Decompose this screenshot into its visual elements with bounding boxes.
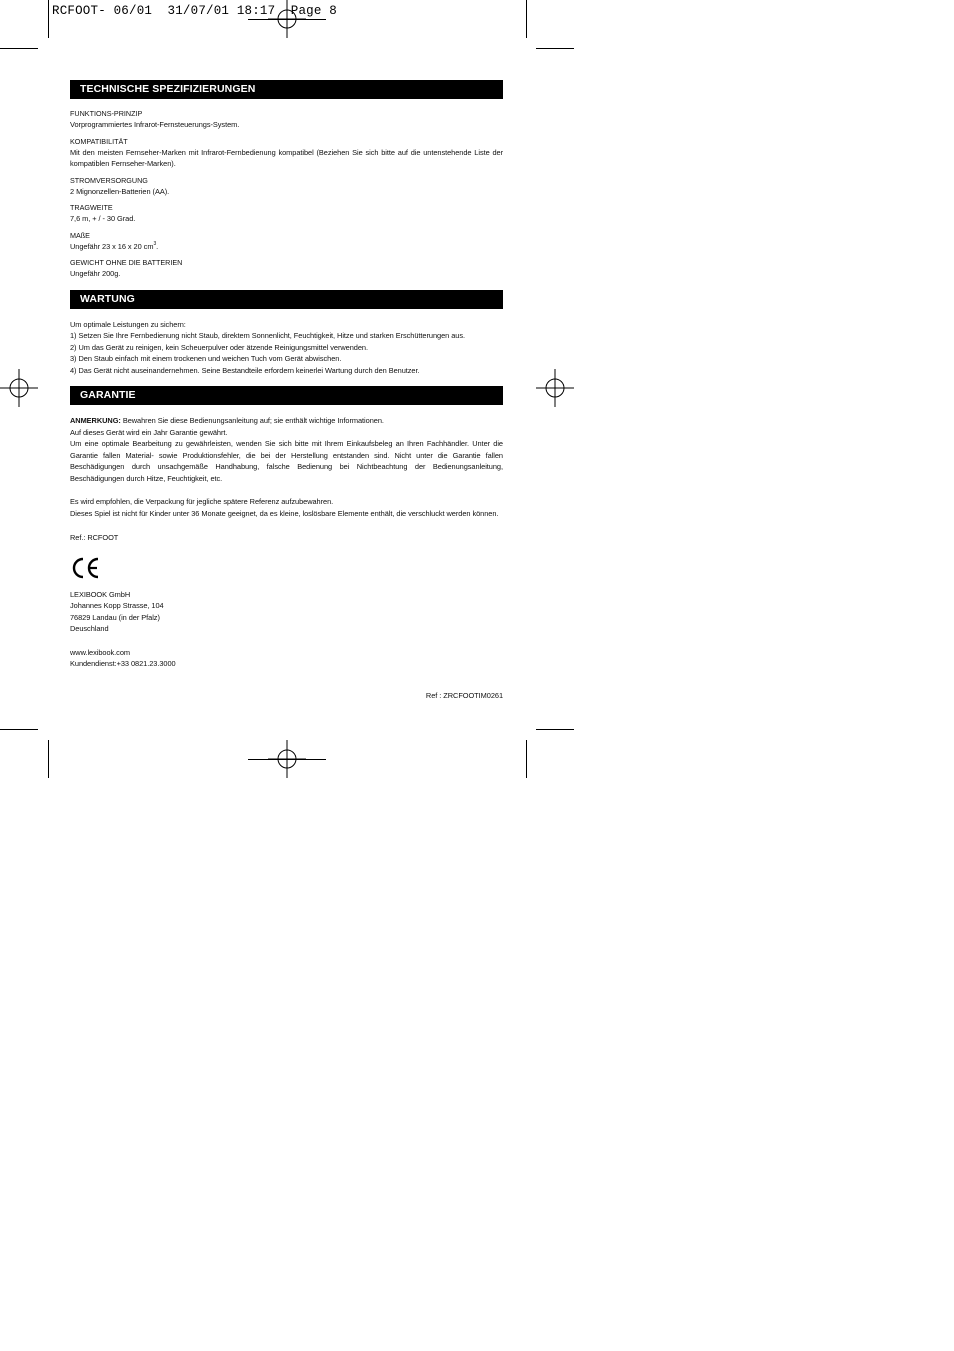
- spec-label: TRAGWEITE: [70, 203, 113, 212]
- section-heading-maintenance: WARTUNG: [70, 290, 503, 309]
- spec-value: Mit den meisten Fernseher-Marken mit Infrarot-Fernbedienung kompatibel (Beziehen Sie sich bitte auf die untenstehende Liste der kompatiblen Fernseher-Marken).: [70, 147, 503, 168]
- warranty-line: Auf dieses Gerät wird ein Jahr Garantie gewährt.: [70, 427, 228, 437]
- customer-service-phone: Kundendienst:+33 0821.23.3000: [70, 659, 176, 668]
- maintenance-line: 2) Um das Gerät zu reinigen, kein Scheuerpulver oder ätzende Reinigungsmittel verwenden.: [70, 342, 368, 352]
- spec-value: Vorprogrammiertes Infrarot-Fernsteuerungs-System.: [70, 120, 240, 129]
- address-line: 76829 Landau (in der Pfalz): [70, 612, 160, 622]
- spec-label: STROMVERSORGUNG: [70, 175, 148, 185]
- company-address: [70, 589, 503, 635]
- maintenance-line: 1) Setzen Sie Ihre Fernbedienung nicht Staub, direktem Sonnenlicht, Feuchtigkeit, Hitze und starken Erschütterungen aus.: [70, 331, 465, 340]
- registration-mark: [536, 369, 574, 407]
- maintenance-line: 3) Den Staub einfach mit einem trockenen und weichen Tuch vom Gerät abwischen.: [70, 354, 342, 363]
- crop-mark: [48, 0, 49, 38]
- maintenance-line: 4) Das Gerät nicht auseinandernehmen. Seine Bestandteile erfordern keinerlei Wartung durch den Benutzer.: [70, 365, 420, 375]
- crop-mark: [0, 729, 38, 730]
- note-label: ANMERKUNG:: [70, 416, 121, 425]
- maintenance-list: [70, 319, 503, 377]
- warranty-note: [70, 415, 503, 427]
- spec-value: 2 Mignonzellen-Batterien (AA).: [70, 186, 170, 196]
- address-line: LEXIBOOK GmbH: [70, 589, 131, 599]
- spec-item: [70, 230, 503, 253]
- spec-label: FUNKTIONS-PRINZIP: [70, 109, 143, 118]
- spec-item: [70, 257, 503, 280]
- spec-label: MAßE: [70, 230, 90, 240]
- spec-superscript: 3: [153, 240, 157, 247]
- spec-item: [70, 136, 503, 170]
- crop-mark: [248, 19, 326, 20]
- contact-info: [70, 647, 503, 670]
- address-line: Deuschland: [70, 624, 109, 633]
- page-content: [70, 80, 503, 701]
- crop-mark: [526, 740, 527, 778]
- spec-value-suffix: .: [156, 241, 159, 251]
- section-heading-warranty: GARANTIE: [70, 386, 503, 405]
- spec-item: [70, 108, 503, 131]
- note-text: Bewahren Sie diese Bedienungsanleitung auf; sie enthält wichtige Informationen.: [120, 416, 384, 425]
- choking-warning: Dieses Spiel ist nicht für Kinder unter 36 Monate geeignet, da es kleine, loslösbare Elemente enthält, die verschluckt werden können.: [70, 508, 499, 518]
- address-line: Johannes Kopp Strasse, 104: [70, 601, 164, 610]
- spec-value: [70, 241, 503, 253]
- spec-value: 7,6 m, + / - 30 Grad.: [70, 214, 136, 223]
- spec-item: [70, 202, 503, 225]
- warranty-body: [70, 415, 503, 701]
- spec-list: [70, 108, 503, 280]
- warranty-paragraph: Um eine optimale Bearbeitung zu gewährleisten, wenden Sie sich bitte mit Ihrem Einkaufsbeleg an Ihren Fachhändler. Unter die Garantie fallen Material- sowie Produktionsfehler, die bei der Herstellung entstanden sind. Nicht unter die Garantie fallen Beschädigungen durch unsachgemäße Handhabung, falsche Bedienung bei Nichtbeachtung der Bedienungsanleitung, Beschädigungen durch Hitze, Feuchtigkeit, etc.: [70, 439, 503, 483]
- packaging-recommendation: Es wird empfohlen, die Verpackung für jegliche spätere Referenz aufzubewahren.: [70, 497, 334, 506]
- spec-label: KOMPATIBILITÄT: [70, 136, 128, 146]
- document-ref: Ref : ZRCFOOTIM0261: [425, 690, 503, 700]
- print-slug: RCFOOT- 06/01 31/07/01 18:17 Page 8: [52, 4, 337, 18]
- spec-label: GEWICHT OHNE DIE BATTERIEN: [70, 258, 183, 267]
- crop-mark: [526, 0, 527, 38]
- spec-value-text: Ungefähr 23 x 16 x 20 cm: [70, 241, 154, 251]
- crop-mark: [0, 48, 38, 49]
- spec-item: [70, 175, 503, 198]
- spec-value: Ungefähr 200g.: [70, 269, 121, 278]
- section-heading-technical-specs: TECHNISCHE SPEZIFIZIERUNGEN: [70, 80, 503, 99]
- website-link[interactable]: www.lexibook.com: [70, 647, 130, 657]
- product-ref: Ref.: RCFOOT: [70, 533, 119, 542]
- crop-mark: [536, 729, 574, 730]
- ce-mark-icon: [70, 556, 100, 580]
- crop-mark: [48, 740, 49, 778]
- registration-mark: [0, 369, 38, 407]
- crop-mark: [536, 48, 574, 49]
- maintenance-line: Um optimale Leistungen zu sichern:: [70, 319, 186, 329]
- crop-mark: [248, 759, 326, 760]
